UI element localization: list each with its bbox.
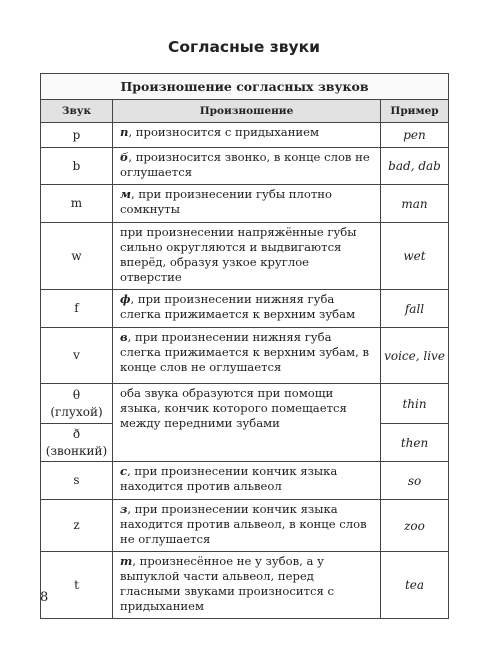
- header-pronunciation: Произношение: [113, 100, 381, 123]
- page-title: Согласные звуки: [167, 38, 321, 56]
- table-row: [41, 328, 449, 384]
- table-row: [41, 384, 449, 424]
- pronunciation-text: , произнесённое не у зубов, а у выпуклой части альвеол, перед гласными звуками произносится с придыханием: [120, 554, 334, 613]
- sound-note: (звонкий): [45, 443, 108, 458]
- sound-cell: f: [41, 290, 113, 328]
- example-cell: thin: [381, 384, 449, 424]
- pronunciation-cell: [113, 384, 381, 462]
- example-cell: bad, dab: [381, 148, 449, 185]
- russian-letter: т: [120, 554, 133, 568]
- pronunciation-text: , произносится с придыханием: [128, 125, 320, 139]
- table-row: [41, 185, 449, 223]
- sound-cell: [41, 424, 113, 462]
- pronunciation-text: , при произнесении кончик языка находится против альвеол, в конце слов не оглушается: [120, 502, 367, 546]
- pronunciation-cell: [113, 290, 381, 328]
- sound-symbol: ð: [72, 426, 81, 441]
- pronunciation-text: , при произнесении кончик языка находится против альвеол: [120, 464, 338, 493]
- pronunciation-text: при произнесении напряжённые губы сильно округляются и выдвигаются вперёд, образуя узкое круглое отверстие: [120, 225, 357, 284]
- sound-cell: t: [41, 552, 113, 619]
- table-row: [41, 552, 449, 619]
- example-cell: fall: [381, 290, 449, 328]
- table-row: [41, 223, 449, 290]
- example-cell: wet: [381, 223, 449, 290]
- pronunciation-text: , при произнесении губы плотно сомкнуты: [120, 187, 332, 216]
- pronunciation-text: , при произнесении нижняя губа слегка прижимается к верхним зубам: [120, 292, 356, 321]
- sound-cell: v: [41, 328, 113, 384]
- sound-note: (глухой): [50, 404, 103, 419]
- example-cell: man: [381, 185, 449, 223]
- consonants-table: [40, 73, 449, 619]
- example-cell: so: [381, 462, 449, 500]
- sound-cell: b: [41, 148, 113, 185]
- pronunciation-cell: [113, 552, 381, 619]
- russian-letter: п: [120, 125, 129, 139]
- sound-cell: s: [41, 462, 113, 500]
- pronunciation-text: , при произнесении нижняя губа слегка прижимается к верхним зубам, в конце слов не оглушается: [120, 330, 369, 374]
- sound-cell: [41, 384, 113, 424]
- example-cell: pen: [381, 123, 449, 148]
- table-header-row: [41, 100, 449, 123]
- example-cell: zoo: [381, 500, 449, 552]
- page-number: 8: [40, 590, 49, 605]
- russian-letter: б: [120, 150, 129, 164]
- pronunciation-cell: [113, 462, 381, 500]
- header-sound: Звук: [41, 100, 113, 123]
- pronunciation-cell: [113, 223, 381, 290]
- sound-cell: p: [41, 123, 113, 148]
- pronunciation-cell: [113, 328, 381, 384]
- example-cell: tea: [381, 552, 449, 619]
- table-caption: Произношение согласных звуков: [41, 74, 449, 100]
- pronunciation-text: , произносится звонко, в конце слов не оглушается: [120, 150, 370, 179]
- pronunciation-cell: [113, 123, 381, 148]
- example-cell: then: [381, 424, 449, 462]
- pronunciation-cell: [113, 185, 381, 223]
- example-cell: voice, live: [381, 328, 449, 384]
- sound-cell: w: [41, 223, 113, 290]
- pronunciation-text: оба звука образуются при помощи языка, кончик которого помещается между передними зубами: [120, 386, 347, 430]
- pronunciation-cell: [113, 148, 381, 185]
- sound-symbol: θ: [72, 387, 81, 402]
- header-example: Пример: [381, 100, 449, 123]
- sound-cell: z: [41, 500, 113, 552]
- table-row: [41, 123, 449, 148]
- table-row: [41, 290, 449, 328]
- russian-letter: з: [120, 502, 128, 516]
- table-row: [41, 462, 449, 500]
- russian-letter: ф: [120, 292, 131, 306]
- russian-letter: с: [120, 464, 128, 478]
- sound-cell: m: [41, 185, 113, 223]
- russian-letter: в: [120, 330, 128, 344]
- pronunciation-cell: [113, 500, 381, 552]
- russian-letter: м: [120, 187, 132, 201]
- table-row: [41, 148, 449, 185]
- table-row: [41, 500, 449, 552]
